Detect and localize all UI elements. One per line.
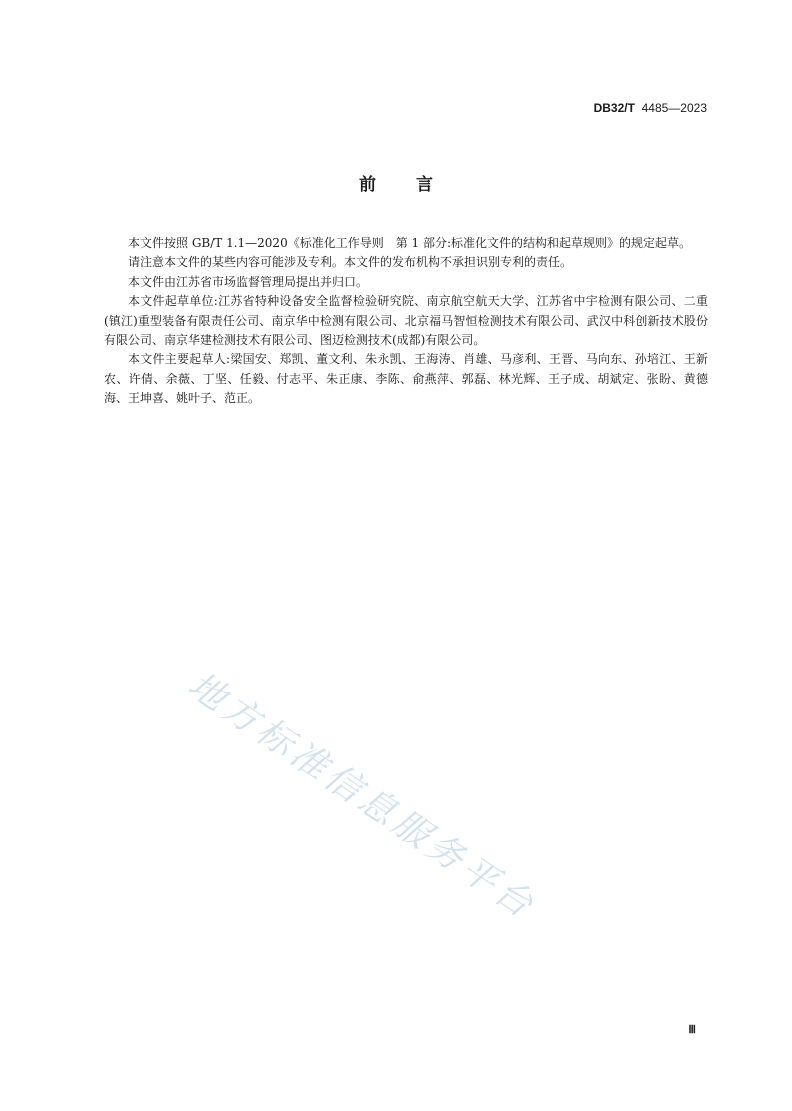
page-title: 前言 <box>359 175 473 195</box>
document-code-number: 4485—2023 <box>641 101 707 115</box>
paragraph-drafters: 本文件主要起草人:梁国安、郑凯、董文利、朱永凯、王海涛、肖雄、马彦利、王晋、马向东、孙培江、王新农、许倩、余薇、丁坚、任毅、付志平、朱正康、李陈、俞燕萍、郭磊、林光辉、王子成、胡斌定、张盼、黄德海、王坤喜、姚叶子、范正。 <box>104 352 708 406</box>
document-code-prefix: DB32/T <box>593 101 635 115</box>
paragraph-proposer: 本文件由江苏省市场监督管理局提出并归口。 <box>128 274 369 289</box>
document-code <box>594 101 707 115</box>
paragraph-drafting-rules: 本文件按照 GB/T 1.1—2020《标准化工作导则 第 1 部分:标准化文件的结构和起草规则》的规定起草。 <box>128 236 692 250</box>
paragraph-patent-notice: 请注意本文件的某些内容可能涉及专利。本文件的发布机构不承担识别专利的责任。 <box>128 255 573 270</box>
paragraph-drafting-units: 本文件起草单位:江苏省特种设备安全监督检验研究院、南京航空航天大学、江苏省中宇检测有限公司、二重(镇江)重型装备有限责任公司、南京华中检测有限公司、北京福马智恒检测技术有限公司、武汉中科创新技术股份有限公司、南京华建检测技术有限公司、图迈检测技术(成都)有限公司。 <box>104 294 708 348</box>
page-number: Ⅲ <box>688 1024 696 1036</box>
foreword-body <box>104 234 708 409</box>
watermark: 地方标准信息服务平台 <box>180 664 544 928</box>
